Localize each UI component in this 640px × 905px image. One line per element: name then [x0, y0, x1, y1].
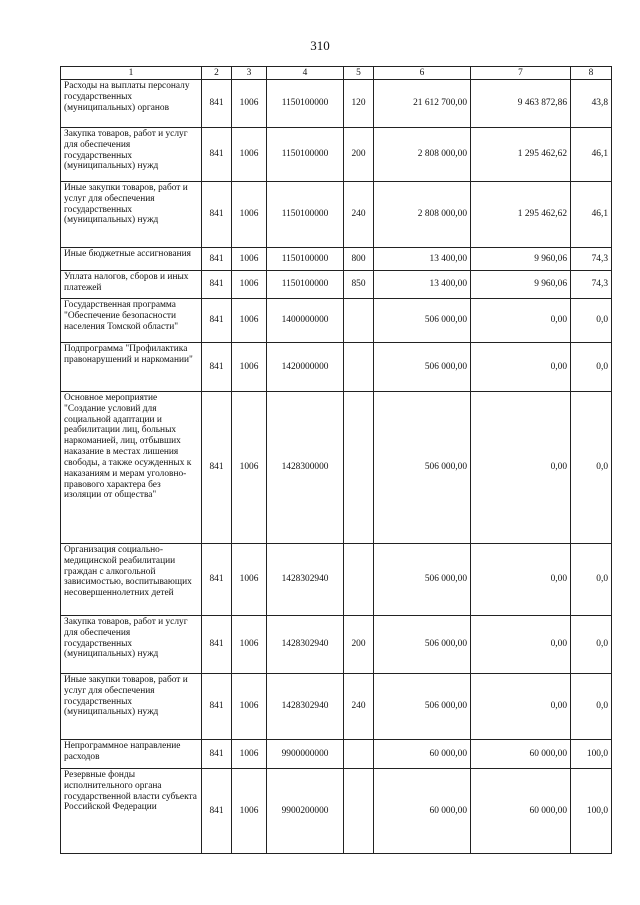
table-row [61, 392, 612, 544]
expense-type-code-cell: 120 [344, 80, 374, 128]
execution-percent-cell: 46,1 [571, 128, 612, 182]
section-code-cell: 1006 [232, 343, 267, 392]
target-article-code-cell: 1150100000 [267, 182, 344, 248]
row-name-cell: Уплата налогов, сборов и иных платежей [61, 271, 202, 299]
row-name-cell: Закупка товаров, работ и услуг для обеспечения государственных (муниципальных) нужд [61, 128, 202, 182]
row-name-cell: Иные бюджетные ассигнования [61, 248, 202, 271]
ministry-code-cell: 841 [202, 271, 232, 299]
ministry-code-cell: 841 [202, 674, 232, 740]
section-code-cell: 1006 [232, 299, 267, 343]
execution-percent-cell: 100,0 [571, 740, 612, 769]
expense-type-code-cell: 800 [344, 248, 374, 271]
expense-type-code-cell [344, 740, 374, 769]
ministry-code-cell: 841 [202, 128, 232, 182]
table-row [61, 80, 612, 128]
execution-percent-cell: 0,0 [571, 674, 612, 740]
table-row [61, 740, 612, 769]
table-row [61, 271, 612, 299]
planned-amount-cell: 2 808 000,00 [374, 182, 471, 248]
table-row [61, 182, 612, 248]
planned-amount-cell: 506 000,00 [374, 616, 471, 674]
planned-amount-cell: 13 400,00 [374, 248, 471, 271]
column-header-4: 4 [267, 67, 344, 80]
row-name-cell: Подпрограмма "Профилактика правонарушений и наркомании" [61, 343, 202, 392]
row-name-cell: Непрограммное направление расходов [61, 740, 202, 769]
planned-amount-cell: 21 612 700,00 [374, 80, 471, 128]
target-article-code-cell: 9900200000 [267, 769, 344, 854]
execution-percent-cell: 0,0 [571, 343, 612, 392]
table-row [61, 544, 612, 616]
executed-amount-cell: 0,00 [471, 674, 571, 740]
column-header-1: 1 [61, 67, 202, 80]
expense-type-code-cell: 850 [344, 271, 374, 299]
expense-type-code-cell [344, 392, 374, 544]
expense-type-code-cell [344, 544, 374, 616]
column-header-7: 7 [471, 67, 571, 80]
table-row [61, 674, 612, 740]
section-code-cell: 1006 [232, 616, 267, 674]
header-row [61, 67, 612, 80]
execution-percent-cell: 74,3 [571, 248, 612, 271]
planned-amount-cell: 60 000,00 [374, 740, 471, 769]
expense-type-code-cell: 240 [344, 182, 374, 248]
executed-amount-cell: 0,00 [471, 299, 571, 343]
ministry-code-cell: 841 [202, 182, 232, 248]
section-code-cell: 1006 [232, 80, 267, 128]
target-article-code-cell: 1150100000 [267, 271, 344, 299]
executed-amount-cell: 9 960,06 [471, 271, 571, 299]
execution-percent-cell: 74,3 [571, 271, 612, 299]
executed-amount-cell: 0,00 [471, 616, 571, 674]
planned-amount-cell: 506 000,00 [374, 674, 471, 740]
section-code-cell: 1006 [232, 128, 267, 182]
execution-percent-cell: 46,1 [571, 182, 612, 248]
table-row [61, 616, 612, 674]
section-code-cell: 1006 [232, 740, 267, 769]
target-article-code-cell: 1428302940 [267, 674, 344, 740]
column-header-5: 5 [344, 67, 374, 80]
row-name-cell: Закупка товаров, работ и услуг для обеспечения государственных (муниципальных) нужд [61, 616, 202, 674]
column-header-8: 8 [571, 67, 612, 80]
execution-percent-cell: 100,0 [571, 769, 612, 854]
target-article-code-cell: 1420000000 [267, 343, 344, 392]
executed-amount-cell: 0,00 [471, 343, 571, 392]
budget-table [60, 66, 612, 854]
planned-amount-cell: 506 000,00 [374, 544, 471, 616]
column-header-6: 6 [374, 67, 471, 80]
executed-amount-cell: 0,00 [471, 544, 571, 616]
expense-type-code-cell [344, 299, 374, 343]
column-header-3: 3 [232, 67, 267, 80]
ministry-code-cell: 841 [202, 80, 232, 128]
executed-amount-cell: 1 295 462,62 [471, 182, 571, 248]
section-code-cell: 1006 [232, 544, 267, 616]
table-row [61, 248, 612, 271]
execution-percent-cell: 0,0 [571, 544, 612, 616]
execution-percent-cell: 0,0 [571, 392, 612, 544]
row-name-cell: Организация социально-медицинской реабилитации граждан с алкогольной зависимостью, воспитывающих несовершеннолетних детей [61, 544, 202, 616]
row-name-cell: Резервные фонды исполнительного органа государственной власти субъекта Российской Федерации [61, 769, 202, 854]
execution-percent-cell: 43,8 [571, 80, 612, 128]
row-name-cell: Государственная программа "Обеспечение безопасности населения Томской области" [61, 299, 202, 343]
expense-type-code-cell: 200 [344, 128, 374, 182]
page-number: 310 [310, 38, 330, 53]
target-article-code-cell: 1428300000 [267, 392, 344, 544]
expense-type-code-cell [344, 769, 374, 854]
planned-amount-cell: 506 000,00 [374, 299, 471, 343]
ministry-code-cell: 841 [202, 343, 232, 392]
ministry-code-cell: 841 [202, 248, 232, 271]
row-name-cell: Иные закупки товаров, работ и услуг для обеспечения государственных (муниципальных) нужд [61, 182, 202, 248]
executed-amount-cell: 0,00 [471, 392, 571, 544]
executed-amount-cell: 60 000,00 [471, 769, 571, 854]
execution-percent-cell: 0,0 [571, 616, 612, 674]
row-name-cell: Иные закупки товаров, работ и услуг для обеспечения государственных (муниципальных) нужд [61, 674, 202, 740]
executed-amount-cell: 1 295 462,62 [471, 128, 571, 182]
section-code-cell: 1006 [232, 769, 267, 854]
planned-amount-cell: 2 808 000,00 [374, 128, 471, 182]
section-code-cell: 1006 [232, 182, 267, 248]
target-article-code-cell: 9900000000 [267, 740, 344, 769]
column-header-2: 2 [202, 67, 232, 80]
ministry-code-cell: 841 [202, 299, 232, 343]
planned-amount-cell: 506 000,00 [374, 343, 471, 392]
table-row [61, 343, 612, 392]
target-article-code-cell: 1428302940 [267, 616, 344, 674]
expense-type-code-cell: 240 [344, 674, 374, 740]
ministry-code-cell: 841 [202, 544, 232, 616]
ministry-code-cell: 841 [202, 616, 232, 674]
planned-amount-cell: 13 400,00 [374, 271, 471, 299]
table-row [61, 769, 612, 854]
expense-type-code-cell [344, 343, 374, 392]
section-code-cell: 1006 [232, 248, 267, 271]
executed-amount-cell: 9 960,06 [471, 248, 571, 271]
section-code-cell: 1006 [232, 271, 267, 299]
section-code-cell: 1006 [232, 392, 267, 544]
executed-amount-cell: 9 463 872,86 [471, 80, 571, 128]
table-row [61, 299, 612, 343]
execution-percent-cell: 0,0 [571, 299, 612, 343]
planned-amount-cell: 506 000,00 [374, 392, 471, 544]
section-code-cell: 1006 [232, 674, 267, 740]
ministry-code-cell: 841 [202, 740, 232, 769]
row-name-cell: Расходы на выплаты персоналу государственных (муниципальных) органов [61, 80, 202, 128]
row-name-cell: Основное мероприятие "Создание условий для социальной адаптации и реабилитации лиц, больных наркоманией, лиц, отбывших наказание в местах лишения свободы, а также осужденных к наказаниям и мерам уголовно-правового характера без изоляции от общества" [61, 392, 202, 544]
target-article-code-cell: 1150100000 [267, 80, 344, 128]
target-article-code-cell: 1428302940 [267, 544, 344, 616]
executed-amount-cell: 60 000,00 [471, 740, 571, 769]
planned-amount-cell: 60 000,00 [374, 769, 471, 854]
target-article-code-cell: 1400000000 [267, 299, 344, 343]
table-row [61, 128, 612, 182]
expense-type-code-cell: 200 [344, 616, 374, 674]
target-article-code-cell: 1150100000 [267, 128, 344, 182]
target-article-code-cell: 1150100000 [267, 248, 344, 271]
ministry-code-cell: 841 [202, 769, 232, 854]
ministry-code-cell: 841 [202, 392, 232, 544]
